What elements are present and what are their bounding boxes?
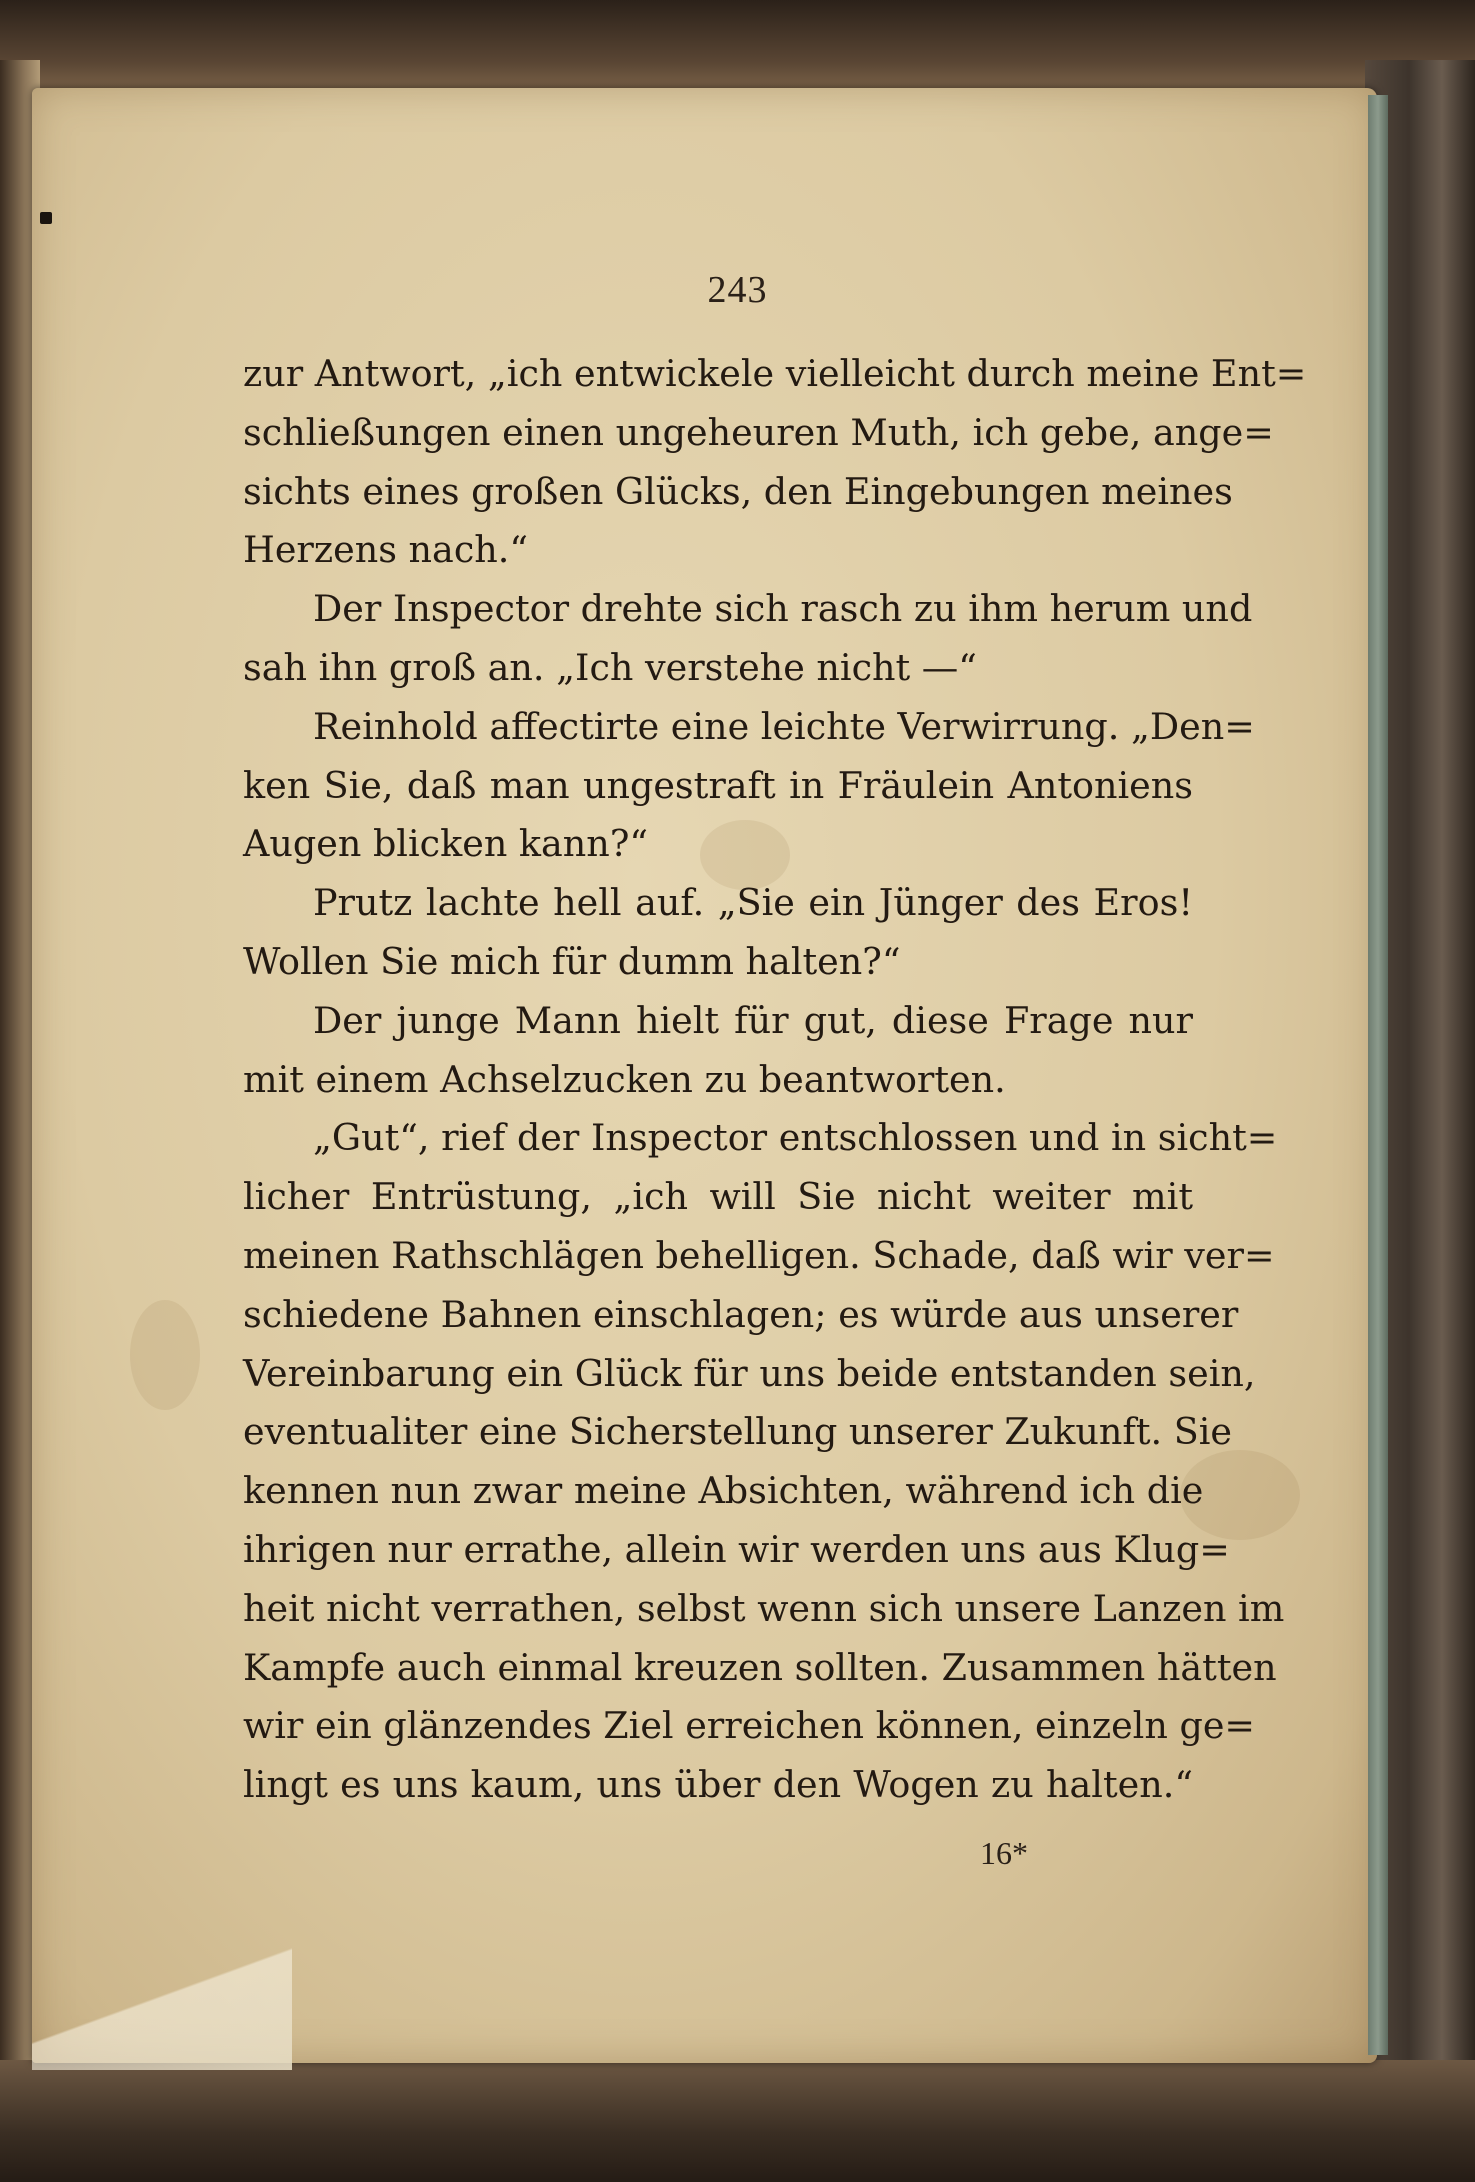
text-line: kennen nun zwar meine Absichten, während ich die bbox=[243, 1469, 1204, 1513]
text-line: eventualiter eine Sicherstellung unserer Zukunft. Sie bbox=[243, 1410, 1233, 1454]
text-line: zur Antwort, „ich entwickele vielleicht durch meine Ent= bbox=[243, 352, 1307, 395]
text-line: Der junge Mann hielt für gut, diese Frage nur bbox=[313, 998, 1193, 1042]
text-line: ken Sie, daß man ungestraft in Fräulein Antoniens bbox=[243, 763, 1193, 807]
text-line: heit nicht verrathen, selbst wenn sich unsere Lanzen im bbox=[243, 1586, 1285, 1630]
text-line: wir ein glänzendes Ziel erreichen können, einzeln ge= bbox=[243, 1704, 1256, 1748]
text-line: Kampfe auch einmal kreuzen sollten. Zusammen hätten bbox=[243, 1645, 1277, 1689]
text-line: Herzens nach.“ bbox=[243, 528, 529, 572]
page-number: 243 bbox=[707, 269, 768, 311]
margin-mark bbox=[40, 212, 52, 224]
text-line: Prutz lachte hell auf. „Sie ein Jünger des Eros! bbox=[313, 881, 1193, 925]
book-cover-top bbox=[0, 0, 1475, 90]
text-line: schiedene Bahnen einschlagen; es würde aus unserer bbox=[243, 1292, 1239, 1336]
text-line: mit einem Achselzucken zu beantworten. bbox=[243, 1057, 1006, 1101]
page-curl bbox=[32, 1920, 292, 2070]
text-line: Wollen Sie mich für dumm halten?“ bbox=[243, 939, 901, 983]
text-line: licher Entrüstung, „ich will Sie nicht weiter mit bbox=[243, 1175, 1193, 1219]
text-line: sah ihn groß an. „Ich verstehe nicht —“ bbox=[243, 645, 977, 689]
text-line: schließungen einen ungeheuren Muth, ich gebe, ange= bbox=[243, 410, 1274, 454]
text-line: Vereinbarung ein Glück für uns beide entstanden sein, bbox=[243, 1351, 1256, 1395]
text-line: sichts eines großen Glücks, den Eingebungen meines bbox=[243, 469, 1233, 513]
text-line: meinen Rathschlägen behelligen. Schade, daß wir ver= bbox=[243, 1233, 1275, 1277]
text-line: Augen blicken kann?“ bbox=[243, 822, 649, 866]
body-text bbox=[243, 345, 1307, 1815]
printer-signature-mark: 16* bbox=[980, 1835, 1028, 1871]
book-cover-bottom bbox=[0, 2060, 1475, 2182]
text-line: „Gut“, rief der Inspector entschlossen und in sicht= bbox=[313, 1116, 1278, 1160]
paper-stain bbox=[130, 1300, 200, 1410]
text-line: Reinhold affectirte eine leichte Verwirrung. „Den= bbox=[313, 704, 1255, 748]
book-cover-edge bbox=[1368, 95, 1388, 2055]
text-line: lingt es uns kaum, uns über den Wogen zu halten.“ bbox=[243, 1763, 1193, 1807]
text-line: Der Inspector drehte sich rasch zu ihm herum und bbox=[313, 587, 1253, 631]
text-line: ihrigen nur errathe, allein wir werden uns aus Klug= bbox=[243, 1527, 1230, 1571]
